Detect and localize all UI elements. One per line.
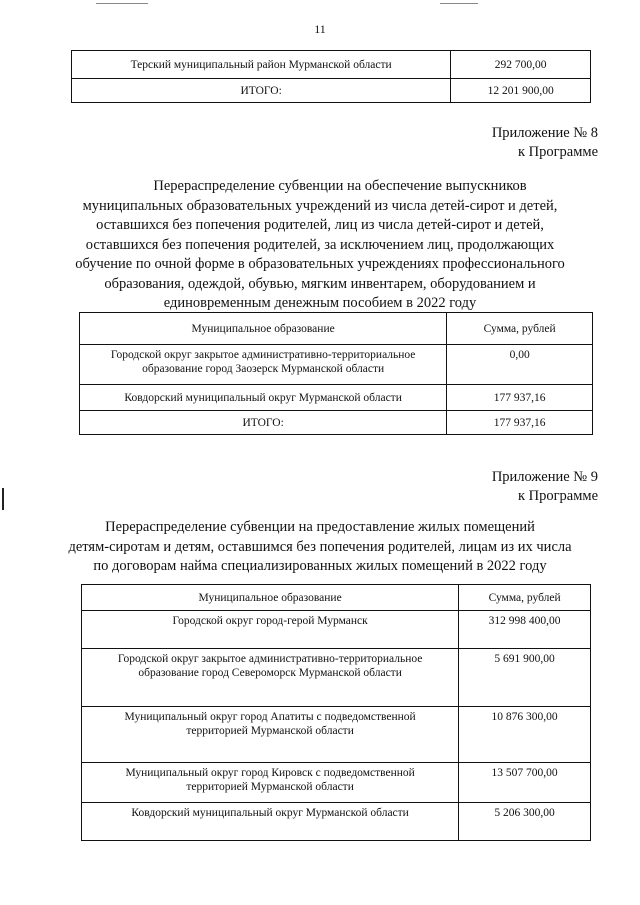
cell-sum: 10 876 300,00 [459,707,591,763]
cell-name [80,345,447,385]
heading-line: оставшихся без попечения родителей, лиц из числа детей-сирот и детей, [96,217,544,233]
table-row [80,411,593,435]
appendix8-table [79,312,593,435]
cell-sum: 0,00 [447,345,593,385]
header-sum: Сумма, рублей [447,313,593,345]
cell-name-line: образование город Североморск Мурманской области [138,667,402,679]
cell-name: Ковдорский муниципальный округ Мурманской области [80,385,447,411]
table-row [80,385,593,411]
cell-sum: 312 998 400,00 [459,611,591,649]
top-edge-line [96,3,148,4]
appendix9-caption [492,468,598,506]
heading-line: образования, одеждой, обувью, мягким инвентарем, оборудованием и [104,275,536,292]
header-municipality: Муниципальное образование [82,585,459,611]
heading-line: по договорам найма специализированных жилых помещений в 2022 году [93,558,547,574]
cell-sum: 292 700,00 [451,51,591,79]
cell-total-sum: 12 201 900,00 [451,79,591,103]
cell-name: Терский муниципальный район Мурманской области [72,51,451,79]
appendix9-program: к Программе [517,488,598,504]
table-row [82,649,591,707]
heading-line: обучение по очной форме в образовательных учреждениях профессионального [75,256,565,272]
appendix8-heading [0,177,640,314]
cell-total-label: ИТОГО: [80,411,447,435]
cell-sum: 177 937,16 [447,385,593,411]
cell-sum: 5 691 900,00 [459,649,591,707]
cell-name: Ковдорский муниципальный округ Мурманской области [82,803,459,841]
heading-line: детям-сиротам и детям, оставшимся без попечения родителей, лицам из их числа [68,538,572,555]
appendix9-number: Приложение № 9 [491,469,598,485]
heading-line: оставшихся без попечения родителей, за исключением лиц, продолжающих [85,236,555,253]
cell-name [82,707,459,763]
top-edge-line [440,3,478,4]
appendix8-program: к Программе [517,144,598,160]
cell-name: Городской округ город-герой Мурманск [82,611,459,649]
appendix9-heading [0,518,640,577]
cell-name [82,649,459,707]
table-row [72,51,591,79]
table-row [80,345,593,385]
header-municipality: Муниципальное образование [80,313,447,345]
table-row [82,707,591,763]
table-row [82,803,591,841]
table-row [72,79,591,103]
cell-name [82,763,459,803]
cell-name-line: территорией Мурманской области [186,725,354,737]
table-top [71,50,591,103]
cell-name-line: Муниципальный округ город Кировск с подведомственной [125,767,415,779]
heading-line: муниципальных образовательных учреждений из числа детей-сирот и детей, [82,197,558,214]
table-row [82,763,591,803]
heading-line: Перераспределение субвенции на предоставление жилых помещений [105,519,535,535]
table-row [82,611,591,649]
cell-name-line: Городской округ закрытое административно-территориальное [110,349,416,361]
appendix8-caption [492,124,598,162]
cell-name-line: образование город Заозерск Мурманской области [142,363,385,375]
cell-name-line: Городской округ закрытое административно-территориальное [117,653,423,665]
margin-mark [2,488,4,510]
appendix8-number: Приложение № 8 [491,125,598,141]
table-header-row [82,585,591,611]
cell-name-line: Муниципальный округ город Апатиты с подведомственной [124,711,416,723]
appendix9-table [81,584,591,841]
cell-name-line: территорией Мурманской области [186,781,354,793]
table-header-row [80,313,593,345]
cell-sum: 5 206 300,00 [459,803,591,841]
heading-line: Перераспределение субвенции на обеспечение выпускников [153,178,527,194]
heading-line: единовременным денежным пособием в 2022 году [163,295,477,311]
header-sum: Сумма, рублей [459,585,591,611]
cell-sum: 13 507 700,00 [459,763,591,803]
page-number: 11 [314,22,326,36]
cell-total-label: ИТОГО: [72,79,451,103]
cell-total-sum: 177 937,16 [447,411,593,435]
